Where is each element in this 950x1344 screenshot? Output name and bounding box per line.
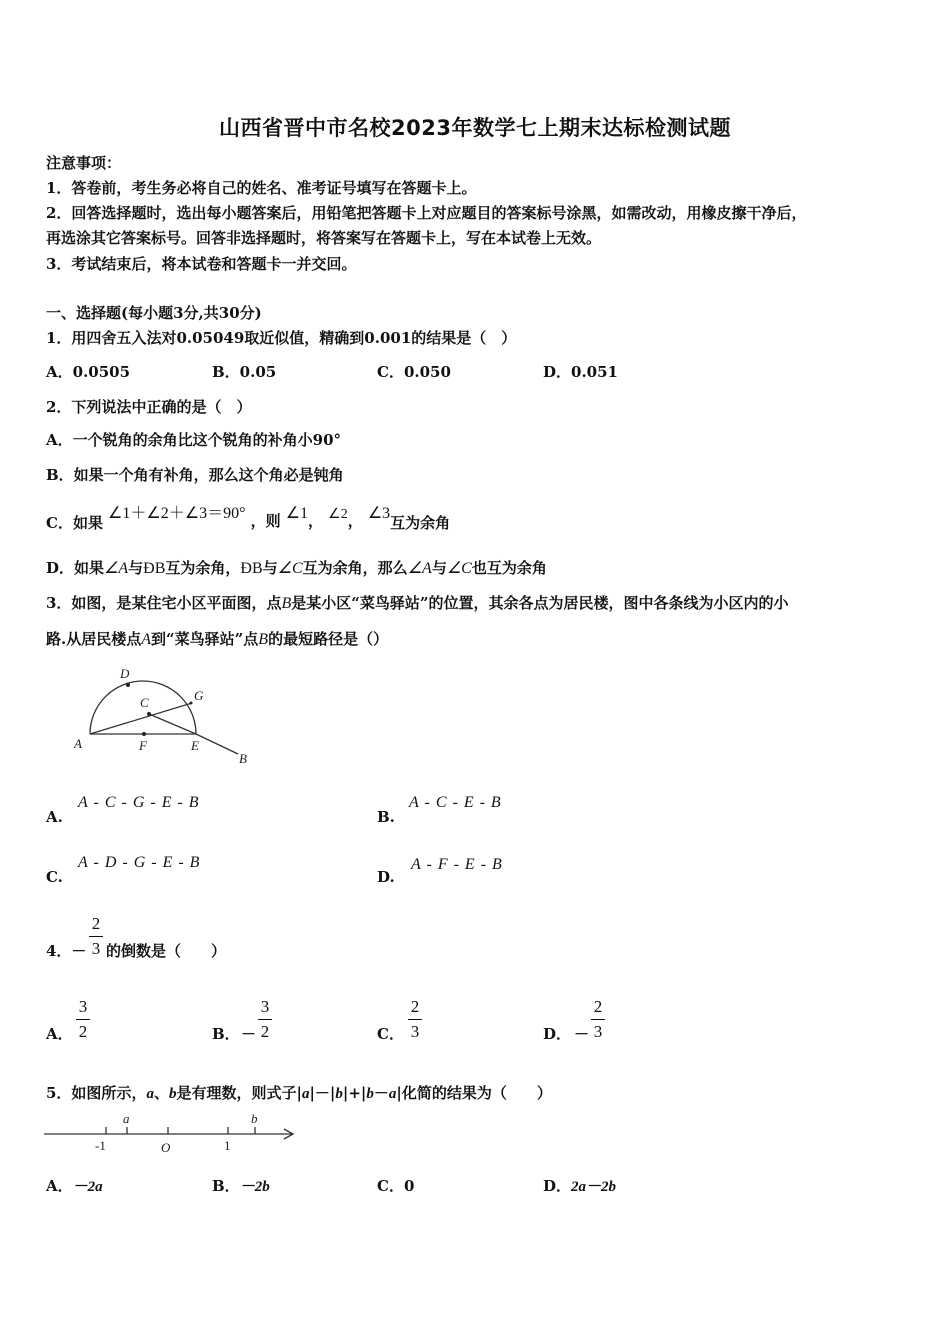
q2-option-a: A．一个锐角的余角比这个锐角的补角小90°	[46, 431, 342, 449]
q1-option-d: D．0.051	[543, 363, 618, 381]
q4-option-d-letter: D．	[543, 1025, 572, 1043]
q1-option-c: C．0.050	[377, 363, 451, 381]
q2-option-c-angle1: ∠1	[285, 505, 309, 522]
q3-stem-line2	[46, 628, 388, 649]
q5-text-7: |化简的结果为（ ）	[396, 1084, 552, 1102]
notice-item-2-cont: 再选涂其它答案标号。回答非选择题时，将答案写在答题卡上，写在本试卷上无效。	[46, 229, 602, 247]
q4-denominator: 3	[91, 939, 101, 958]
q5-label-m1: -1	[95, 1138, 106, 1153]
q2-option-c-sep1: ，	[308, 512, 324, 530]
q5-option-d	[543, 1175, 616, 1196]
notice-item-1: 1．答卷前，考生务必将自己的姓名、准考证号填写在答题卡上。	[46, 179, 477, 197]
q2-d-text-3: 互为余角，	[165, 559, 241, 577]
q5-option-a-value: －2a	[72, 1179, 103, 1195]
q5-var-a-3: a	[388, 1086, 397, 1102]
q4-option-a-num: 3	[78, 997, 88, 1016]
q4-option-d-sign: －	[574, 1025, 590, 1043]
q3-option-d-letter: D.	[377, 868, 395, 886]
q2-d-text-2: 与	[128, 559, 144, 577]
q3-option-b-letter: B.	[377, 808, 395, 826]
q5-label-1: 1	[224, 1138, 231, 1153]
page-title: 山西省晋中市名校2023年数学七上期末达标检测试题	[219, 116, 731, 140]
q3-stem-line1	[46, 592, 789, 613]
q3-text-5: 的最短路径是（）	[268, 630, 389, 648]
q3-dot-c	[147, 712, 151, 716]
q5-text-4: |－|	[309, 1084, 336, 1102]
q5-option-b-letter: B．	[212, 1177, 240, 1195]
q3-line-ce	[149, 714, 196, 734]
q5-label-b: b	[251, 1111, 258, 1126]
q1-stem: 1．用四舍五入法对0.05049取近似值，精确到0.001的结果是（ ）	[46, 329, 517, 347]
q5-option-b-value: －2b	[239, 1179, 270, 1195]
q2-option-c-equation: ∠1＋∠2＋∠3＝90°	[108, 505, 246, 522]
q3-label-g: G	[194, 688, 204, 703]
q4-fraction	[89, 914, 103, 959]
q3-label-f: F	[139, 738, 147, 753]
q2-d-angle-b: ÐB	[143, 560, 166, 577]
q2-option-c	[46, 500, 451, 532]
q3-text-3: 路.从居民楼点	[46, 630, 142, 648]
q2-option-c-angle2: ∠2	[328, 507, 348, 522]
q3-text-1: 3．如图，是某住宅小区平面图，点	[46, 594, 282, 612]
q5-var-a-2: a	[301, 1086, 310, 1102]
q4-option-c-fraction	[408, 997, 422, 1042]
q4-numerator: 2	[91, 914, 101, 933]
q2-option-d	[46, 557, 547, 578]
q4-option-b-num: 3	[260, 997, 270, 1016]
q3-option-c-path: A - D - G - E - B	[78, 854, 201, 871]
q3-label-d: D	[120, 666, 130, 681]
q2-d-text-5: 互为余角，那么	[302, 559, 408, 577]
q5-var-b: b	[168, 1086, 177, 1102]
q4-option-a-den: 2	[78, 1022, 88, 1041]
q2-d-text-6: 与	[431, 559, 447, 577]
q2-stem: 2．下列说法中正确的是（ ）	[46, 398, 252, 416]
q3-option-d-path: A - F - E - B	[411, 856, 503, 873]
q4-option-b-den: 2	[260, 1022, 270, 1041]
q2-d-text-4: 与	[262, 559, 278, 577]
q3-point-a: A	[141, 631, 152, 648]
q2-option-b: B．如果一个角有补角，那么这个角必是钝角	[46, 466, 344, 484]
q5-option-d-letter: D．	[543, 1177, 572, 1195]
q3-figure	[70, 664, 270, 774]
q3-label-b: B	[239, 751, 247, 766]
q5-option-d-value: 2a－2b	[571, 1179, 617, 1195]
q5-text-6: －	[373, 1084, 389, 1102]
q3-label-e: E	[191, 738, 199, 753]
q4-option-b-fraction	[258, 997, 272, 1042]
q3-label-c: C	[140, 695, 149, 710]
q2-d-angle-a-2: ∠A	[407, 560, 432, 577]
q5-option-c	[377, 1175, 414, 1196]
q4-option-d-num: 2	[593, 997, 603, 1016]
q5-option-c-value: 0	[403, 1177, 415, 1195]
q2-option-c-prefix: C．如果	[46, 514, 103, 532]
notice-item-3: 3．考试结束后，将本试卷和答题卡一并交回。	[46, 255, 357, 273]
q1-option-a: A．0.0505	[46, 363, 131, 381]
q4-prefix: 4．－	[46, 942, 87, 960]
q5-label-a: a	[123, 1111, 130, 1126]
q2-d-angle-a: ∠A	[104, 560, 129, 577]
q4-option-c-bar	[408, 1019, 422, 1020]
q1-option-b: B．0.05	[212, 363, 277, 381]
q2-option-c-sep2: ，	[347, 512, 363, 530]
q3-dot-d	[126, 683, 130, 687]
notice-item-2: 2．回答选择题时，选出每小题答案后，用铅笔把答题卡上对应题目的答案标号涂黑，如需改动，用橡皮擦干净后，	[46, 204, 807, 222]
q2-d-text-7: 也互为余角	[471, 559, 547, 577]
q4-option-c-letter: C．	[377, 1025, 404, 1043]
q5-var-b-3: b	[366, 1086, 374, 1102]
q2-d-text-1: D．如果	[46, 559, 105, 577]
q5-number-line	[44, 1110, 304, 1160]
q4-option-a-fraction	[76, 997, 90, 1042]
notice-heading: 注意事项：	[46, 154, 122, 172]
q5-option-a	[46, 1175, 103, 1196]
q3-option-a-letter: A.	[46, 808, 63, 826]
q2-option-c-then: ，则	[250, 512, 281, 530]
q3-text-4: 到“菜鸟驿站”点	[151, 630, 259, 648]
q5-var-a: a	[146, 1086, 154, 1102]
q3-point-b: B	[281, 595, 292, 612]
q4-option-a-letter: A．	[46, 1025, 73, 1043]
q5-text-1: 5．如图所示，	[46, 1084, 147, 1102]
q4-option-b-letter: B．	[212, 1025, 240, 1043]
q3-option-a-path: A - C - G - E - B	[78, 794, 200, 811]
q5-text-2: 、	[153, 1084, 169, 1102]
q5-option-b	[212, 1175, 270, 1196]
q3-dot-f	[142, 732, 146, 736]
q4-option-c-num: 2	[410, 997, 420, 1016]
q2-option-c-suffix: 互为余角	[390, 514, 451, 532]
q4-option-b-sign: －	[241, 1025, 257, 1043]
q2-option-c-angle3: ∠3	[367, 505, 391, 522]
q3-label-a: A	[74, 736, 82, 751]
q3-text-2: 是某小区“菜鸟驿站”的位置，其余各点为居民楼，图中各条线为小区内的小	[291, 594, 789, 612]
q5-var-b-2: b	[335, 1086, 343, 1102]
q5-stem	[46, 1082, 552, 1103]
q3-line-eb	[196, 734, 238, 754]
q2-d-angle-c-2: ∠C	[446, 560, 472, 577]
q4-option-b-bar	[258, 1019, 272, 1020]
q5-label-o: O	[161, 1140, 171, 1155]
q4-suffix: 的倒数是（ ）	[106, 942, 227, 960]
q5-option-c-letter: C．	[377, 1177, 404, 1195]
q2-d-angle-c: ∠C	[277, 560, 303, 577]
q2-d-angle-b-2: ÐB	[240, 560, 263, 577]
q5-option-a-letter: A．	[46, 1177, 73, 1195]
q4-option-a-bar	[76, 1019, 90, 1020]
q3-option-b-path: A - C - E - B	[409, 794, 502, 811]
q5-text-3: 是有理数，则式子|	[176, 1084, 302, 1102]
q4-fraction-bar	[89, 936, 103, 937]
q3-option-c-letter: C.	[46, 868, 63, 886]
q4-option-c-den: 3	[410, 1022, 420, 1041]
q3-point-b-2: B	[258, 631, 269, 648]
q4-option-d-den: 3	[593, 1022, 603, 1041]
q3-dot-g	[190, 702, 193, 705]
q4-option-d-bar	[591, 1019, 605, 1020]
section-heading: 一、选择题(每小题3分,共30分)	[46, 304, 262, 322]
q4-option-d-fraction	[591, 997, 605, 1042]
q5-text-5: |+|	[342, 1084, 367, 1102]
